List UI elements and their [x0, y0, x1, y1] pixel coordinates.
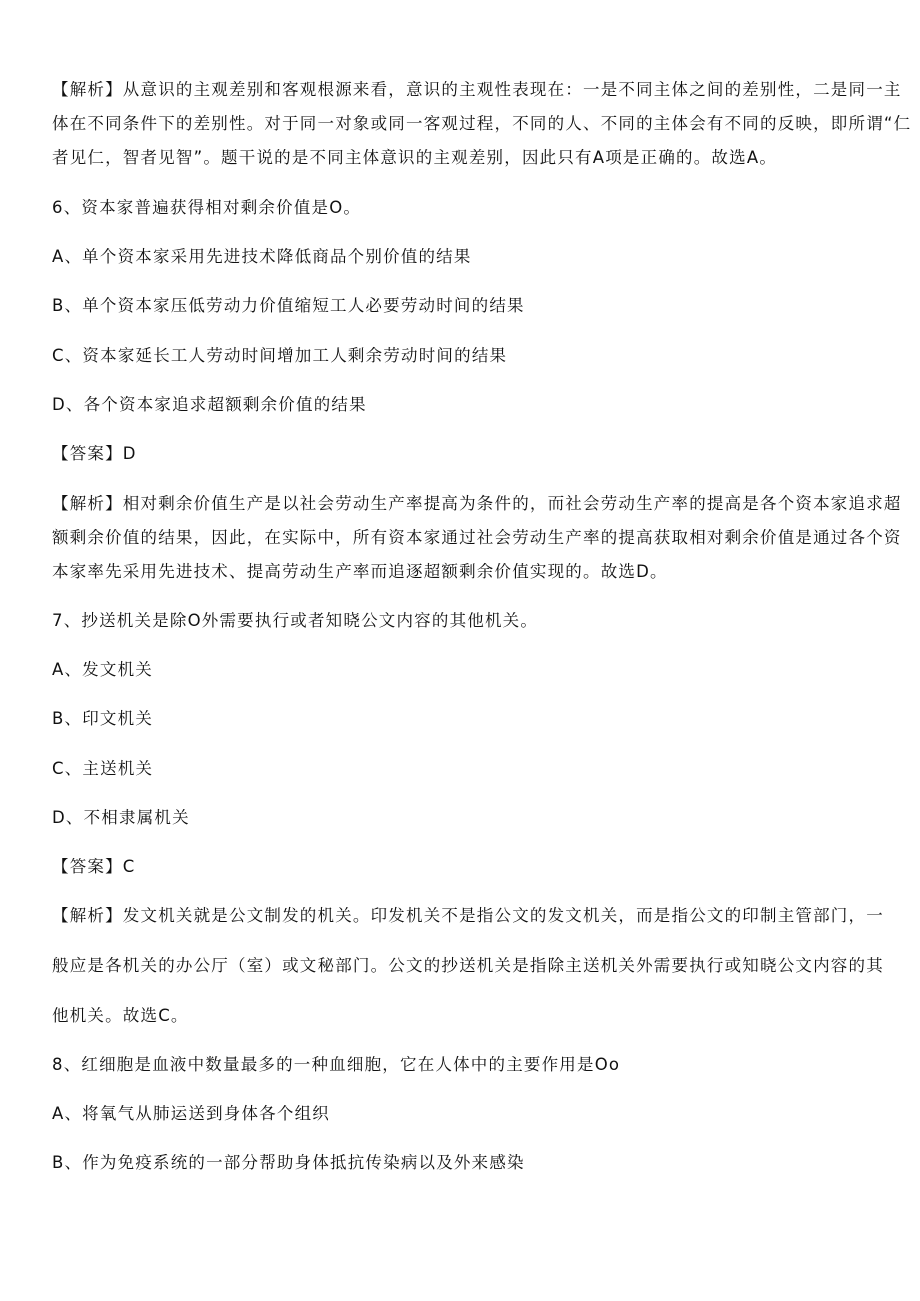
analysis-line: 【解析】从意识的主观差别和客观根源来看，意识的主观性表现在：一是不同主体之间的差别性，二是同一主 [52, 79, 902, 99]
question-8-option-a: A、将氧气从肺运送到身体各个组织 [52, 1103, 330, 1123]
question-7-analysis-line: 他机关。故选C。 [52, 1005, 189, 1025]
question-6-analysis-line: 本家率先采用先进技术、提高劳动生产率而追逐超额剩余价值实现的。故选D。 [52, 561, 668, 581]
question-7-text: 7、抄送机关是除O外需要执行或者知晓公文内容的其他机关。 [52, 610, 539, 630]
question-7-option-b: B、印文机关 [52, 708, 154, 728]
question-7-answer: 【答案】C [52, 856, 136, 876]
question-6-option-c: C、资本家延长工人劳动时间增加工人剩余劳动时间的结果 [52, 345, 508, 365]
question-6-option-d: D、各个资本家追求超额剩余价值的结果 [52, 394, 367, 414]
question-6-analysis-line: 额剩余价值的结果，因此，在实际中，所有资本家通过社会劳动生产率的提高获取相对剩余价值是通过各个资 [52, 527, 902, 547]
question-7-analysis-line: 般应是各机关的办公厅（室）或文秘部门。公文的抄送机关是指除主送机关外需要执行或知晓公文内容的其 [52, 955, 884, 975]
analysis-line: 体在不同条件下的差别性。对于同一对象或同一客观过程，不同的人、不同的主体会有不同的反映，即所谓“仁 [52, 113, 912, 133]
question-6-answer: 【答案】D [52, 443, 137, 463]
analysis-line: 者见仁，智者见智”。题干说的是不同主体意识的主观差别，因此只有A项是正确的。故选A。 [52, 147, 778, 167]
question-6-text: 6、资本家普遍获得相对剩余价值是O。 [52, 197, 362, 217]
question-6-option-b: B、单个资本家压低劳动力价值缩短工人必要劳动时间的结果 [52, 295, 525, 315]
question-7-option-d: D、不相隶属机关 [52, 807, 190, 827]
question-7-option-c: C、主送机关 [52, 758, 154, 778]
question-6-option-a: A、单个资本家采用先进技术降低商品个别价值的结果 [52, 246, 472, 266]
question-8-text: 8、红细胞是血液中数量最多的一种血细胞，它在人体中的主要作用是Oo [52, 1054, 621, 1074]
question-7-analysis-line: 【解析】发文机关就是公文制发的机关。印发机关不是指公文的发文机关，而是指公文的印制主管部门，一 [52, 905, 884, 925]
question-8-option-b: B、作为免疫系统的一部分帮助身体抵抗传染病以及外来感染 [52, 1152, 525, 1172]
question-6-analysis-line: 【解析】相对剩余价值生产是以社会劳动生产率提高为条件的，而社会劳动生产率的提高是各个资本家追求超 [52, 493, 902, 513]
question-7-option-a: A、发文机关 [52, 659, 153, 679]
